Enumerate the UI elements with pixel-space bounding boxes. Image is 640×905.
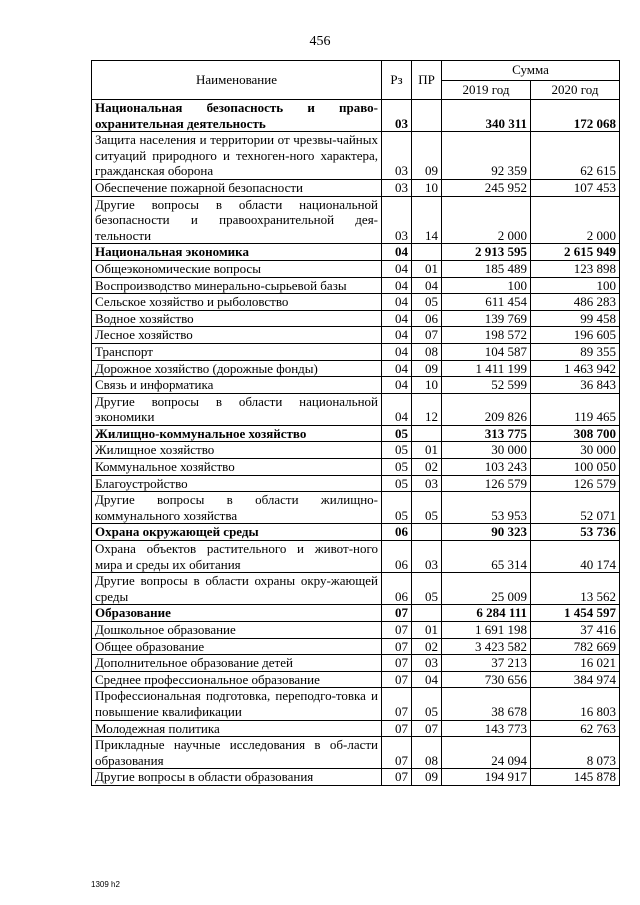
row-value-2020: 2 000 — [531, 196, 620, 244]
row-value-2019: 245 952 — [442, 179, 531, 196]
row-name: Дошкольное образование — [92, 622, 382, 639]
row-value-2020: 62 615 — [531, 132, 620, 180]
row-value-2020: 100 — [531, 277, 620, 294]
table-row — [92, 688, 620, 720]
header-rz: Рз — [382, 61, 412, 100]
row-value-2019: 126 579 — [442, 475, 531, 492]
row-value-2020: 384 974 — [531, 671, 620, 688]
table-row — [92, 720, 620, 737]
row-pr: 09 — [412, 360, 442, 377]
row-rz: 03 — [382, 132, 412, 180]
table-row — [92, 277, 620, 294]
row-rz: 05 — [382, 425, 412, 442]
row-rz: 07 — [382, 769, 412, 786]
row-pr: 10 — [412, 377, 442, 394]
row-value-2019: 37 213 — [442, 655, 531, 672]
row-value-2020: 196 605 — [531, 327, 620, 344]
row-rz: 04 — [382, 343, 412, 360]
row-pr: 06 — [412, 310, 442, 327]
row-value-2019: 2 000 — [442, 196, 531, 244]
row-rz: 03 — [382, 196, 412, 244]
table-row — [92, 310, 620, 327]
table-row — [92, 360, 620, 377]
row-pr: 07 — [412, 327, 442, 344]
row-value-2019: 24 094 — [442, 737, 531, 769]
table-row — [92, 638, 620, 655]
row-pr: 01 — [412, 622, 442, 639]
row-rz: 04 — [382, 260, 412, 277]
row-value-2019: 100 — [442, 277, 531, 294]
row-name: Другие вопросы в области образования — [92, 769, 382, 786]
row-rz: 03 — [382, 179, 412, 196]
row-value-2020: 8 073 — [531, 737, 620, 769]
row-pr: 03 — [412, 655, 442, 672]
header-year-2019: 2019 год — [442, 80, 531, 100]
row-value-2020: 62 763 — [531, 720, 620, 737]
row-value-2019: 3 423 582 — [442, 638, 531, 655]
row-name: Общеэкономические вопросы — [92, 260, 382, 277]
row-name: Профессиональная подготовка, переподго-товка и повышение квалификации — [92, 688, 382, 720]
table-row — [92, 605, 620, 622]
row-rz: 04 — [382, 377, 412, 394]
table-row — [92, 377, 620, 394]
row-rz: 06 — [382, 524, 412, 541]
row-rz: 03 — [382, 100, 412, 132]
row-name: Национальная безопасность и право-охранительная деятельность — [92, 100, 382, 132]
row-name: Другие вопросы в области жилищно-коммунального хозяйства — [92, 492, 382, 524]
row-value-2020: 16 803 — [531, 688, 620, 720]
row-value-2019: 38 678 — [442, 688, 531, 720]
row-rz: 04 — [382, 310, 412, 327]
row-name: Другие вопросы в области охраны окру-жающей среды — [92, 573, 382, 605]
row-value-2020: 36 843 — [531, 377, 620, 394]
row-value-2019: 30 000 — [442, 442, 531, 459]
row-value-2020: 37 416 — [531, 622, 620, 639]
row-pr: 09 — [412, 769, 442, 786]
row-pr: 04 — [412, 671, 442, 688]
header-sum: Сумма — [442, 61, 620, 81]
row-name: Среднее профессиональное образование — [92, 671, 382, 688]
table-row — [92, 541, 620, 573]
row-name: Охрана объектов растительного и живот-ного мира и среды их обитания — [92, 541, 382, 573]
row-value-2019: 1 691 198 — [442, 622, 531, 639]
row-rz: 04 — [382, 277, 412, 294]
row-value-2019: 103 243 — [442, 459, 531, 476]
row-rz: 07 — [382, 638, 412, 655]
row-rz: 05 — [382, 492, 412, 524]
row-value-2019: 209 826 — [442, 393, 531, 425]
row-pr: 01 — [412, 442, 442, 459]
table-row — [92, 294, 620, 311]
row-value-2019: 104 587 — [442, 343, 531, 360]
row-value-2019: 313 775 — [442, 425, 531, 442]
row-pr — [412, 244, 442, 261]
table-row — [92, 260, 620, 277]
row-value-2019: 53 953 — [442, 492, 531, 524]
row-pr: 04 — [412, 277, 442, 294]
row-value-2020: 52 071 — [531, 492, 620, 524]
table-row — [92, 459, 620, 476]
row-pr: 03 — [412, 475, 442, 492]
page-number: 456 — [309, 34, 331, 49]
row-value-2020: 1 463 942 — [531, 360, 620, 377]
row-name: Общее образование — [92, 638, 382, 655]
table-body — [92, 100, 620, 786]
row-pr: 05 — [412, 492, 442, 524]
row-value-2019: 52 599 — [442, 377, 531, 394]
row-pr — [412, 425, 442, 442]
row-rz: 07 — [382, 720, 412, 737]
row-value-2019: 198 572 — [442, 327, 531, 344]
row-pr: 05 — [412, 688, 442, 720]
row-name: Жилищное хозяйство — [92, 442, 382, 459]
row-value-2019: 92 359 — [442, 132, 531, 180]
row-name: Молодежная политика — [92, 720, 382, 737]
row-value-2019: 139 769 — [442, 310, 531, 327]
row-pr: 12 — [412, 393, 442, 425]
row-name: Дополнительное образование детей — [92, 655, 382, 672]
table-row — [92, 769, 620, 786]
row-rz: 06 — [382, 573, 412, 605]
table-row — [92, 244, 620, 261]
row-value-2019: 6 284 111 — [442, 605, 531, 622]
row-name: Жилищно-коммунальное хозяйство — [92, 425, 382, 442]
row-value-2020: 123 898 — [531, 260, 620, 277]
row-value-2019: 90 323 — [442, 524, 531, 541]
row-value-2020: 119 465 — [531, 393, 620, 425]
row-name: Воспроизводство минерально-сырьевой базы — [92, 277, 382, 294]
row-value-2020: 100 050 — [531, 459, 620, 476]
row-pr — [412, 524, 442, 541]
row-rz: 04 — [382, 244, 412, 261]
row-pr: 02 — [412, 638, 442, 655]
table-row — [92, 196, 620, 244]
table-row — [92, 737, 620, 769]
row-pr: 07 — [412, 720, 442, 737]
row-rz: 07 — [382, 605, 412, 622]
table-row — [92, 343, 620, 360]
row-rz: 07 — [382, 737, 412, 769]
row-value-2020: 126 579 — [531, 475, 620, 492]
row-pr: 05 — [412, 573, 442, 605]
table-row — [92, 524, 620, 541]
row-value-2020: 40 174 — [531, 541, 620, 573]
row-pr: 05 — [412, 294, 442, 311]
row-name: Лесное хозяйство — [92, 327, 382, 344]
row-rz: 05 — [382, 459, 412, 476]
row-value-2020: 486 283 — [531, 294, 620, 311]
row-value-2020: 16 021 — [531, 655, 620, 672]
row-rz: 04 — [382, 327, 412, 344]
row-name: Прикладные научные исследования в об-ласти образования — [92, 737, 382, 769]
row-value-2019: 611 454 — [442, 294, 531, 311]
row-name: Сельское хозяйство и рыболовство — [92, 294, 382, 311]
row-name: Дорожное хозяйство (дорожные фонды) — [92, 360, 382, 377]
row-value-2019: 2 913 595 — [442, 244, 531, 261]
row-rz: 07 — [382, 655, 412, 672]
row-rz: 07 — [382, 688, 412, 720]
row-rz: 04 — [382, 393, 412, 425]
row-name: Другие вопросы в области национальной экономики — [92, 393, 382, 425]
row-name: Защита населения и территории от чрезвы-чайных ситуаций природного и техноген-ного характера, гражданская оборона — [92, 132, 382, 180]
table-row — [92, 442, 620, 459]
row-value-2020: 1 454 597 — [531, 605, 620, 622]
row-value-2020: 89 355 — [531, 343, 620, 360]
row-rz: 07 — [382, 671, 412, 688]
row-pr: 14 — [412, 196, 442, 244]
header-name: Наименование — [92, 61, 382, 100]
row-rz: 04 — [382, 360, 412, 377]
row-value-2019: 340 311 — [442, 100, 531, 132]
row-value-2020: 782 669 — [531, 638, 620, 655]
row-pr: 01 — [412, 260, 442, 277]
row-pr: 08 — [412, 343, 442, 360]
row-value-2019: 65 314 — [442, 541, 531, 573]
row-name: Водное хозяйство — [92, 310, 382, 327]
row-pr: 10 — [412, 179, 442, 196]
row-name: Транспорт — [92, 343, 382, 360]
table-row — [92, 327, 620, 344]
header-year-2020: 2020 год — [531, 80, 620, 100]
row-value-2020: 30 000 — [531, 442, 620, 459]
row-pr — [412, 100, 442, 132]
row-pr: 09 — [412, 132, 442, 180]
row-value-2020: 145 878 — [531, 769, 620, 786]
row-pr: 08 — [412, 737, 442, 769]
row-name: Обеспечение пожарной безопасности — [92, 179, 382, 196]
table-row — [92, 622, 620, 639]
row-rz: 05 — [382, 475, 412, 492]
row-rz: 04 — [382, 294, 412, 311]
row-name: Национальная экономика — [92, 244, 382, 261]
row-value-2019: 730 656 — [442, 671, 531, 688]
row-value-2019: 25 009 — [442, 573, 531, 605]
row-name: Благоустройство — [92, 475, 382, 492]
row-pr: 03 — [412, 541, 442, 573]
row-value-2020: 2 615 949 — [531, 244, 620, 261]
row-value-2020: 107 453 — [531, 179, 620, 196]
table-row — [92, 492, 620, 524]
table-row — [92, 179, 620, 196]
row-name: Связь и информатика — [92, 377, 382, 394]
table-row — [92, 655, 620, 672]
row-value-2020: 99 458 — [531, 310, 620, 327]
row-name: Охрана окружающей среды — [92, 524, 382, 541]
row-value-2020: 13 562 — [531, 573, 620, 605]
table-row — [92, 425, 620, 442]
row-value-2019: 194 917 — [442, 769, 531, 786]
table-row — [92, 100, 620, 132]
footer-code: 1309 h2 — [91, 880, 120, 889]
row-value-2019: 1 411 199 — [442, 360, 531, 377]
row-rz: 05 — [382, 442, 412, 459]
table-row — [92, 393, 620, 425]
table-row — [92, 132, 620, 180]
row-pr: 02 — [412, 459, 442, 476]
row-value-2019: 143 773 — [442, 720, 531, 737]
table-row — [92, 671, 620, 688]
row-rz: 06 — [382, 541, 412, 573]
row-value-2020: 172 068 — [531, 100, 620, 132]
header-pr: ПР — [412, 61, 442, 100]
row-name: Другие вопросы в области национальной безопасности и правоохранительной дея-тельности — [92, 196, 382, 244]
row-value-2020: 53 736 — [531, 524, 620, 541]
budget-table — [91, 60, 620, 786]
row-name: Образование — [92, 605, 382, 622]
table-row — [92, 475, 620, 492]
row-name: Коммунальное хозяйство — [92, 459, 382, 476]
row-pr — [412, 605, 442, 622]
row-rz: 07 — [382, 622, 412, 639]
row-value-2020: 308 700 — [531, 425, 620, 442]
row-value-2019: 185 489 — [442, 260, 531, 277]
table-row — [92, 573, 620, 605]
